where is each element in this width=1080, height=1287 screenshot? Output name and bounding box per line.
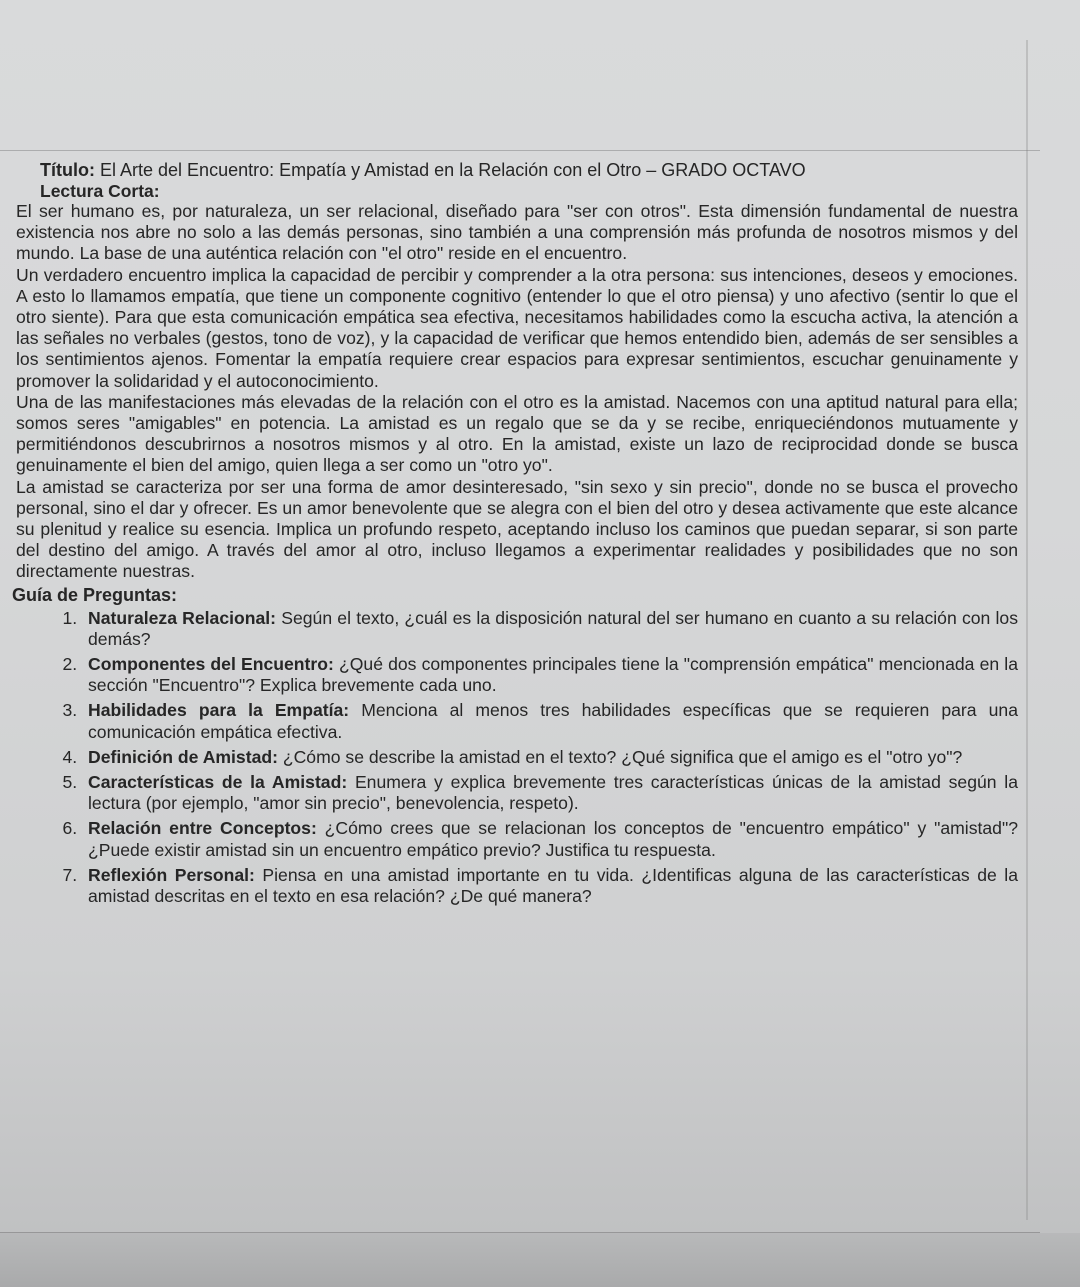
question-item [82,700,1018,742]
question-title: Habilidades para la Empatía: [88,700,350,721]
question-item [82,818,1018,860]
reading-paragraph: La amistad se caracteriza por ser una forma de amor desinteresado, "sin sexo y sin precio", donde no se busca el provecho personal, sino el dar y ofrecer. Es un amor benevolente que se alegra con el bien del otro y desea activamente que este alcance su plenitud y realice su esencia. Implica un profundo respeto, aceptando incluso los caminos que puedan separar, si son parte del destino del amigo. A través del amor al otro, incluso llegamos a experimentar realidades y posibilidades que no son directamente nuestras. [16,476,1018,582]
question-item [82,747,1018,768]
paper-fold-line [1026,40,1028,1220]
questions-heading: Guía de Preguntas: [12,584,178,605]
question-text: Menciona al menos tres habilidades específicas que se requieren para una comunicación empática efectiva. [88,700,1018,742]
question-text: Según el texto, ¿cuál es la disposición natural del ser humano en cuanto a su relación con los demás? [88,607,1018,649]
question-text: Enumera y explica brevemente tres características únicas de la amistad según la lectura (por ejemplo, "amor sin precio", benevolencia, respeto). [88,772,1018,814]
question-list [8,608,1018,908]
reading-paragraph: Una de las manifestaciones más elevadas de la relación con el otro es la amistad. Nacemos con una aptitud natural para ella; somos seres "amigables" en potencia. La amistad es un regalo que se da y se recibe, enriqueciéndonos mutuamente y permitiéndonos descubrirnos a nosotros mismos y al otro. En la amistad, existe un lazo de reciprocidad donde se busca genuinamente el bien del amigo, quien llega a ser como un "otro yo". [16,391,1018,476]
page-bottom-shadow [0,1233,1080,1287]
document-title [40,160,1018,181]
question-text: Piensa en una amistad importante en tu vida. ¿Identificas alguna de las características de la amistad descritas en el texto en esa relación? ¿De qué manera? [88,864,1018,907]
question-title: Naturaleza Relacional: [88,607,277,628]
question-title: Reflexión Personal: [88,864,255,885]
question-title: Componentes del Encuentro: [88,654,334,675]
question-item [82,608,1018,650]
question-title: Relación entre Conceptos: [88,818,317,839]
worksheet-content [8,160,1018,911]
title-label: Título: [40,160,95,180]
title-text: El Arte del Encuentro: Empatía y Amistad en la Relación con el Otro – GRADO OCTAVO [100,160,806,180]
question-title: Características de la Amistad: [88,772,348,793]
question-text: ¿Qué dos componentes principales tiene la "comprensión empática" mencionada en la sección "Encuentro"? Explica brevemente cada uno. [88,654,1018,696]
question-title: Definición de Amistad: [88,746,278,767]
top-divider [0,150,1040,151]
reading-paragraph: Un verdadero encuentro implica la capacidad de percibir y comprender a la otra persona: sus intenciones, deseos y emociones. A esto lo llamamos empatía, que tiene un componente cognitivo (entender lo que el otro piensa) y uno afectivo (sentir lo que el otro siente). Para que esta comunicación empática sea efectiva, necesitamos habilidades como la escucha activa, la atención a las señales no verbales (gestos, tono de voz), y la capacidad de verificar que hemos entendido bien, además de ser sensibles a los sentimientos ajenos. Fomentar la empatía requiere crear espacios para expresar sentimientos, escuchar genuinamente y promover la solidaridad y el autoconocimiento. [16,264,1018,391]
question-text: ¿Cómo crees que se relacionan los conceptos de "encuentro empático" y "amistad"? ¿Puede existir amistad sin un encuentro empático previo? Justifica tu respuesta. [88,818,1018,860]
reading-paragraph: El ser humano es, por naturaleza, un ser relacional, diseñado para "ser con otros". Esta dimensión fundamental de nuestra existencia nos abre no solo a las demás personas, sino también a una comprensión más profunda de nosotros mismos y del mundo. La base de una auténtica relación con "el otro" reside en el encuentro. [16,201,1018,264]
reading-heading: Lectura Corta: [40,181,160,201]
question-item [82,772,1018,814]
question-item [82,654,1018,696]
question-item [82,865,1018,907]
question-text: ¿Cómo se describe la amistad en el texto? ¿Qué significa que el amigo es el "otro yo"? [277,746,963,767]
